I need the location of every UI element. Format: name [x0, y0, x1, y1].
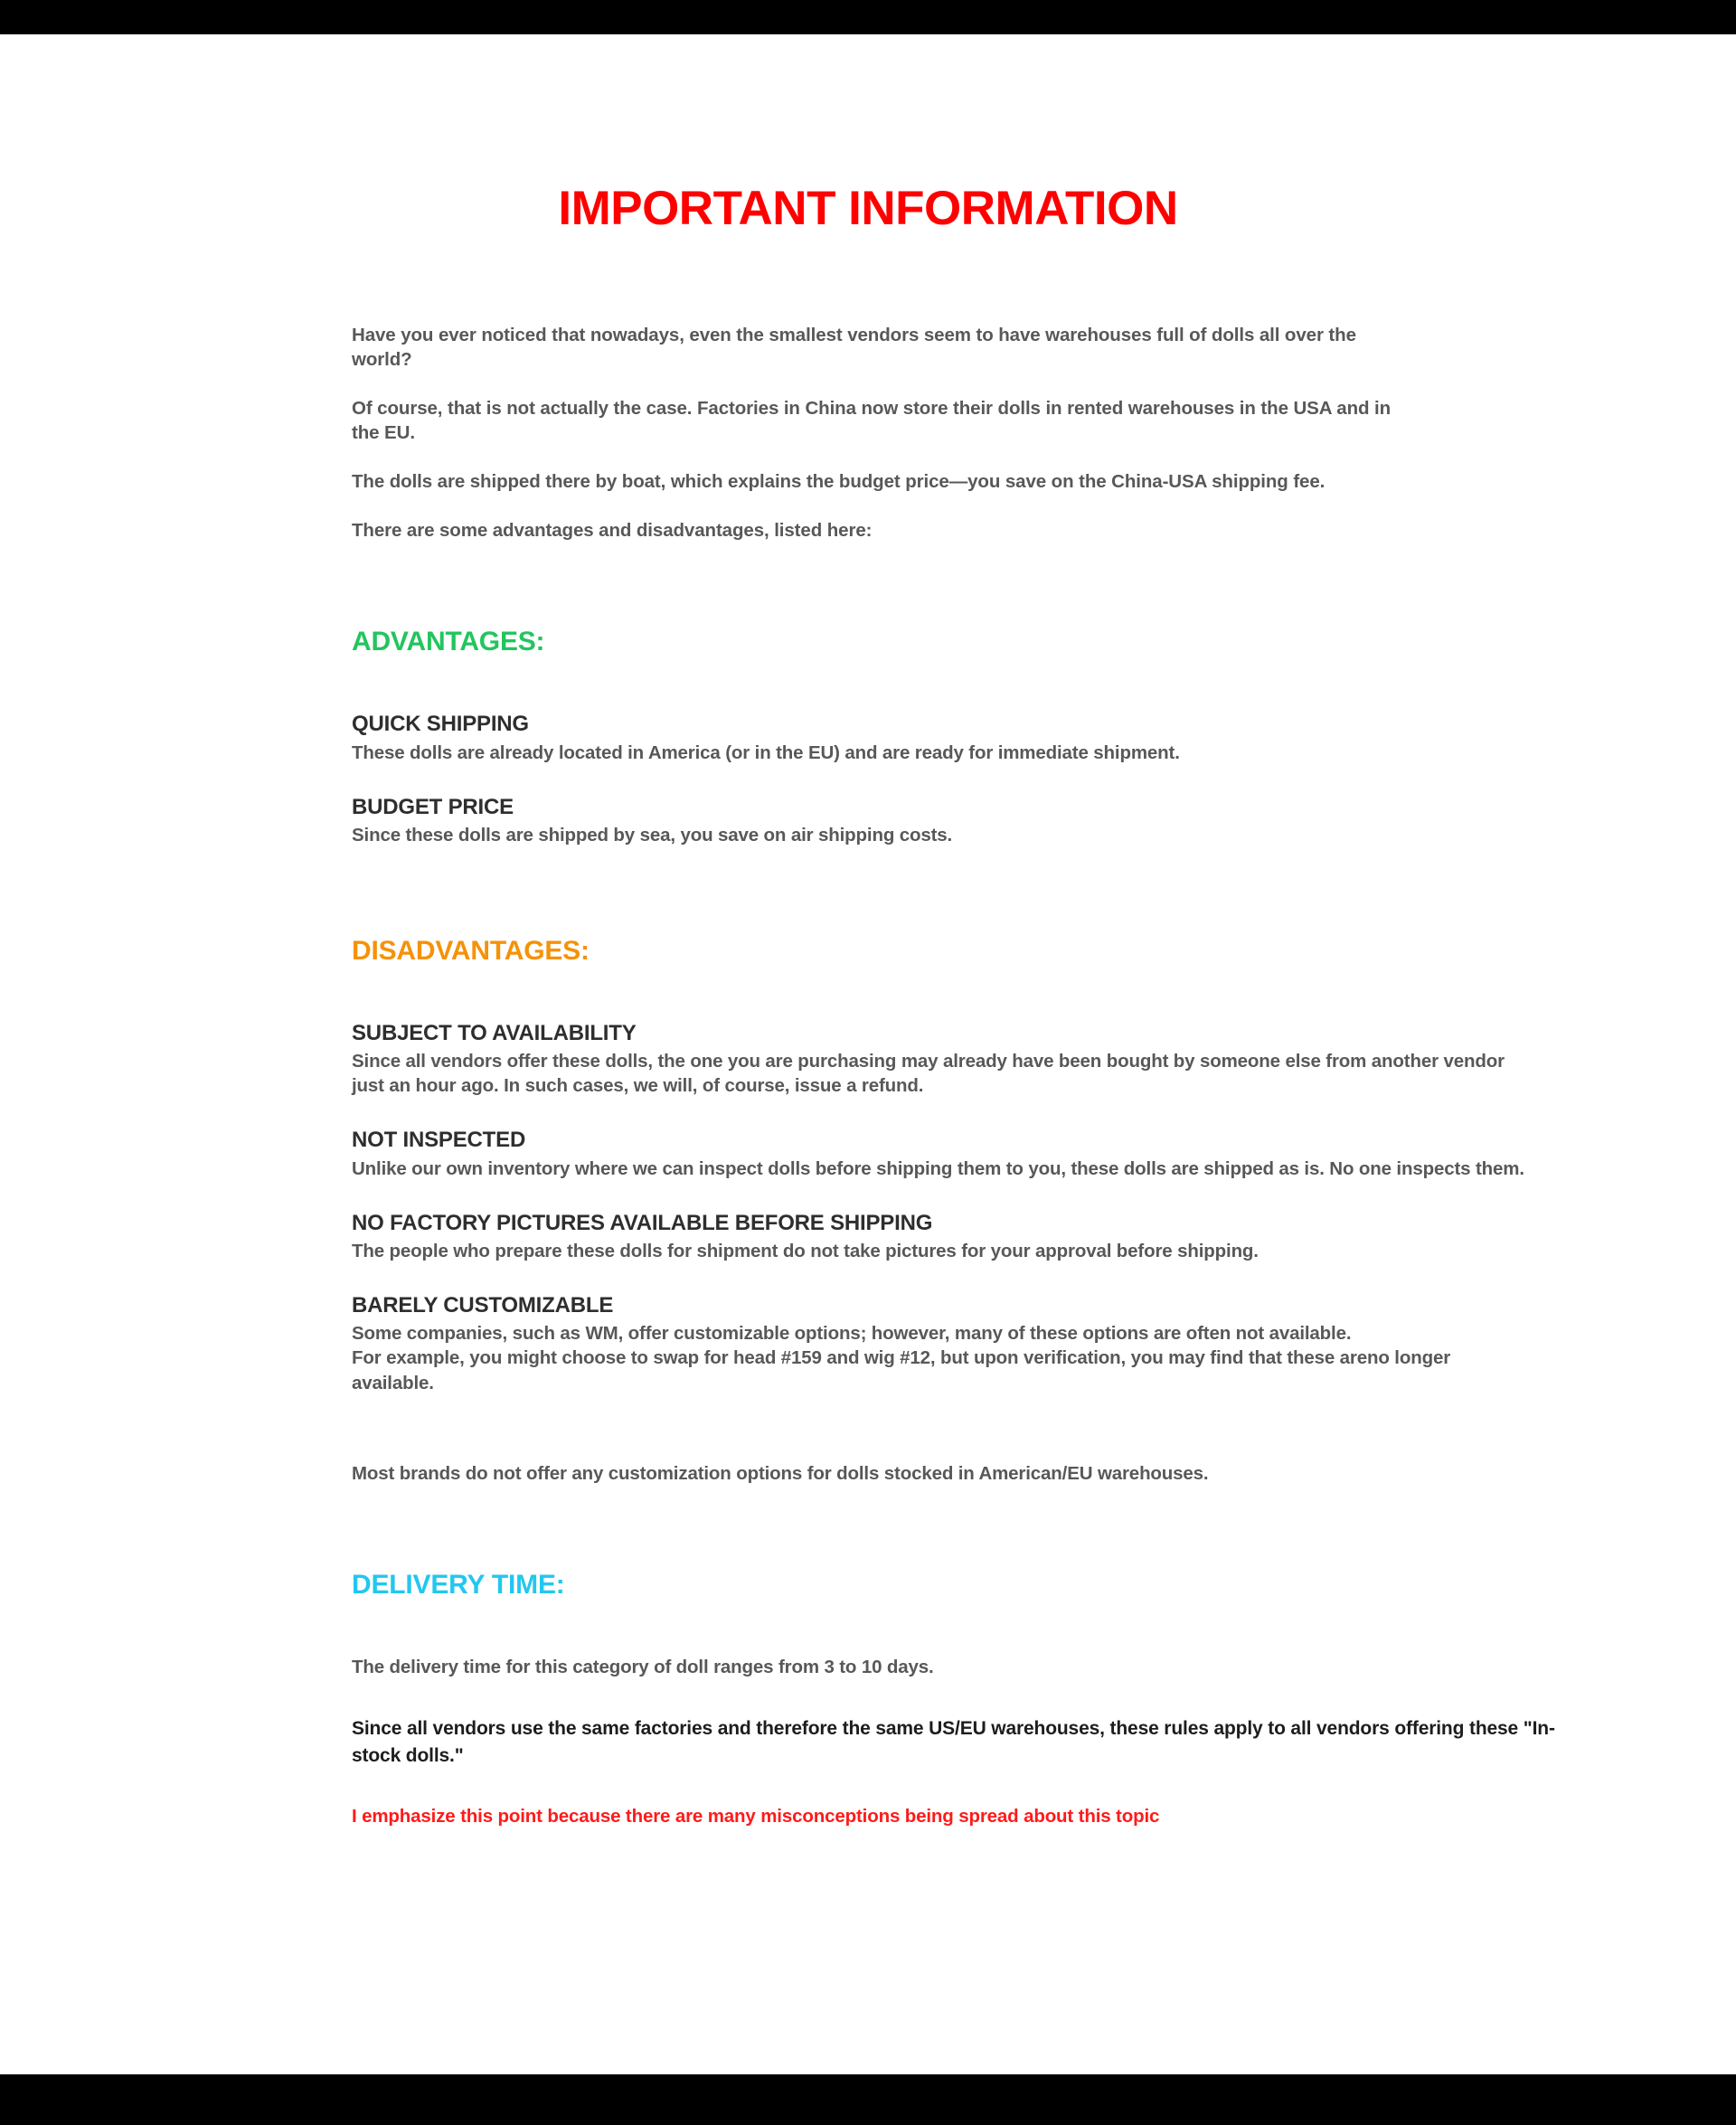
disadvantage-item-title: NO FACTORY PICTURES AVAILABLE BEFORE SHIPPING: [352, 1210, 933, 1235]
disadvantage-item-body: Some companies, such as WM, offer customizable options; however, many of these options are often not available.: [352, 1323, 1352, 1345]
disadvantage-item-title: NOT INSPECTED: [352, 1128, 526, 1153]
intro-paragraph-3: The dolls are shipped there by boat, which explains the budget price—you save on the China-USA shipping fee.: [352, 471, 1326, 493]
bottom-black-bar: [0, 2074, 1736, 2125]
advantages-section: [0, 656, 1736, 847]
advantage-item-body: These dolls are already located in America (or in the EU) and are ready for immediate shipment.: [352, 741, 1180, 763]
disadvantage-item-body: Unlike our own inventory where we can inspect dolls before shipping them to you, these dolls are shipped as is. No one inspects them.: [352, 1157, 1524, 1179]
delivery-red-note: I emphasize this point because there are many misconceptions being spread about this topic: [352, 1805, 1160, 1827]
disadvantage-item: [352, 1128, 1555, 1180]
advantage-item-title: QUICK SHIPPING: [352, 712, 529, 737]
intro-paragraph-1: Have you ever noticed that nowadays, even the smallest vendors seem to have warehouses full of dolls all over the world?: [352, 325, 1356, 371]
disadvantages-section: [0, 965, 1736, 1486]
disadvantage-item: [352, 1211, 1555, 1263]
intro-paragraph-4: There are some advantages and disadvantages, listed here:: [352, 520, 873, 542]
disadvantage-item-body-extra: For example, you might choose to swap for head #159 and wig #12, but upon verification, you may find that these areno longer available.: [352, 1347, 1451, 1393]
advantage-item: [352, 712, 1555, 764]
intro-section: [0, 232, 1736, 543]
document-content: [0, 34, 1736, 2074]
disadvantage-item-title: BARELY CUSTOMIZABLE: [352, 1293, 614, 1318]
advantages-heading: ADVANTAGES:: [352, 627, 545, 657]
advantage-item-title: BUDGET PRICE: [352, 794, 514, 819]
disadvantage-item-title: SUBJECT TO AVAILABILITY: [352, 1021, 637, 1045]
intro-paragraph-2: Of course, that is not actually the case. Factories in China now store their dolls in rented warehouses in the USA and in the EU.: [352, 398, 1392, 444]
delivery-section: [0, 1599, 1736, 1829]
disadvantage-item: [352, 1021, 1555, 1098]
page-title: IMPORTANT INFORMATION: [558, 182, 1178, 235]
advantage-item: [352, 795, 1555, 847]
bottom-spacer: [0, 1828, 1736, 1964]
top-black-bar: [0, 0, 1736, 34]
disadvantage-item-body: The people who prepare these dolls for shipment do not take pictures for your approval before shipping.: [352, 1241, 1259, 1262]
advantage-item-body: Since these dolls are shipped by sea, you save on air shipping costs.: [352, 824, 953, 845]
delivery-time-text: The delivery time for this category of doll ranges from 3 to 10 days.: [352, 1656, 934, 1677]
delivery-heading: DELIVERY TIME:: [352, 1569, 565, 1600]
disadvantages-heading: DISADVANTAGES:: [352, 936, 590, 966]
delivery-emphasis-text: Since all vendors use the same factories and therefore the same US/EU warehouses, these rules apply to all vendors offering these "In-stock dolls.": [352, 1717, 1555, 1767]
disadvantages-note: Most brands do not offer any customization options for dolls stocked in American/EU warehouses.: [352, 1462, 1209, 1484]
disadvantage-item: [352, 1293, 1555, 1394]
disadvantage-item-body: Since all vendors offer these dolls, the one you are purchasing may already have been bought by someone else from another vendor just an hour ago. In such cases, we will, of course, issue a refund.: [352, 1051, 1505, 1097]
